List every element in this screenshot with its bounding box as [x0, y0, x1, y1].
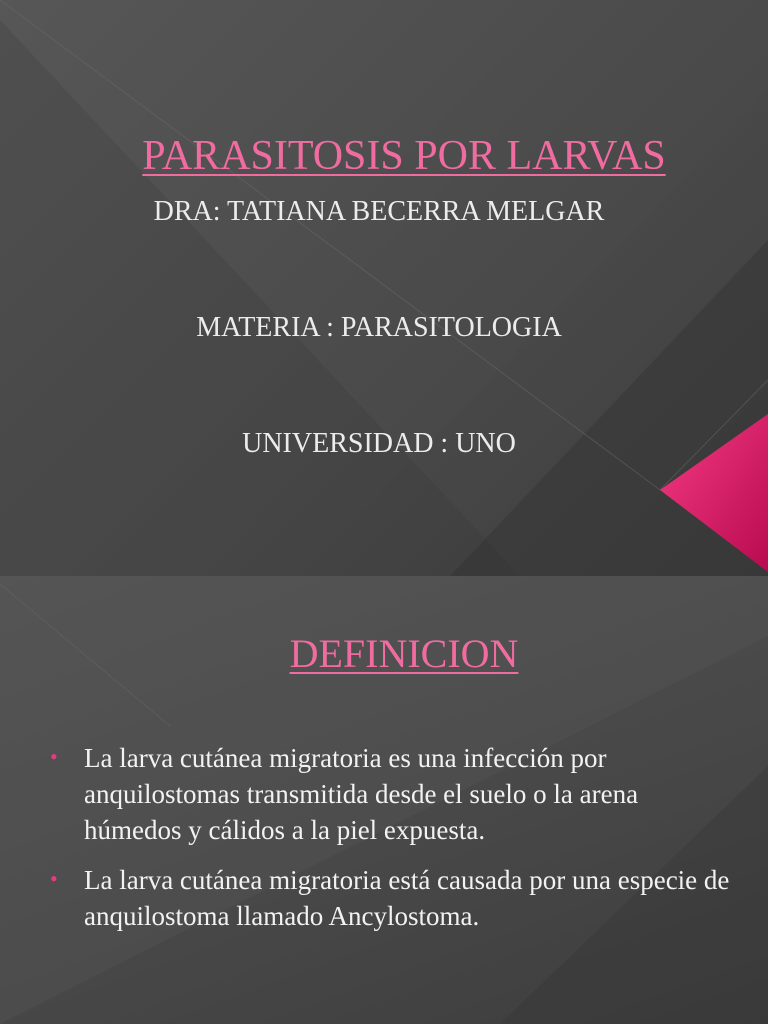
list-item [46, 740, 736, 848]
author-line: DRA: TATIANA BECERRA MELGAR [153, 196, 605, 227]
bullet-text: La larva cutánea migratoria es una infección por anquilostomas transmitida desde el suelo o la arena húmedos y cálidos a la piel expuesta. [84, 743, 639, 845]
bullet-text: La larva cutánea migratoria está causada por una especie de anquilostoma llamado Ancylostoma. [84, 865, 730, 931]
university-line: UNIVERSIDAD : UNO [242, 428, 516, 459]
subject-line: MATERIA : PARASITOLOGIA [196, 312, 562, 343]
bullet-dot-icon: • [50, 866, 58, 891]
definition-list [46, 740, 736, 948]
list-item [46, 862, 736, 934]
bullet-dot-icon: • [50, 744, 58, 769]
slide-definition [0, 576, 768, 1024]
presentation-title: PARASITOSIS POR LARVAS [142, 133, 666, 179]
section-title: DEFINICION [289, 631, 519, 676]
